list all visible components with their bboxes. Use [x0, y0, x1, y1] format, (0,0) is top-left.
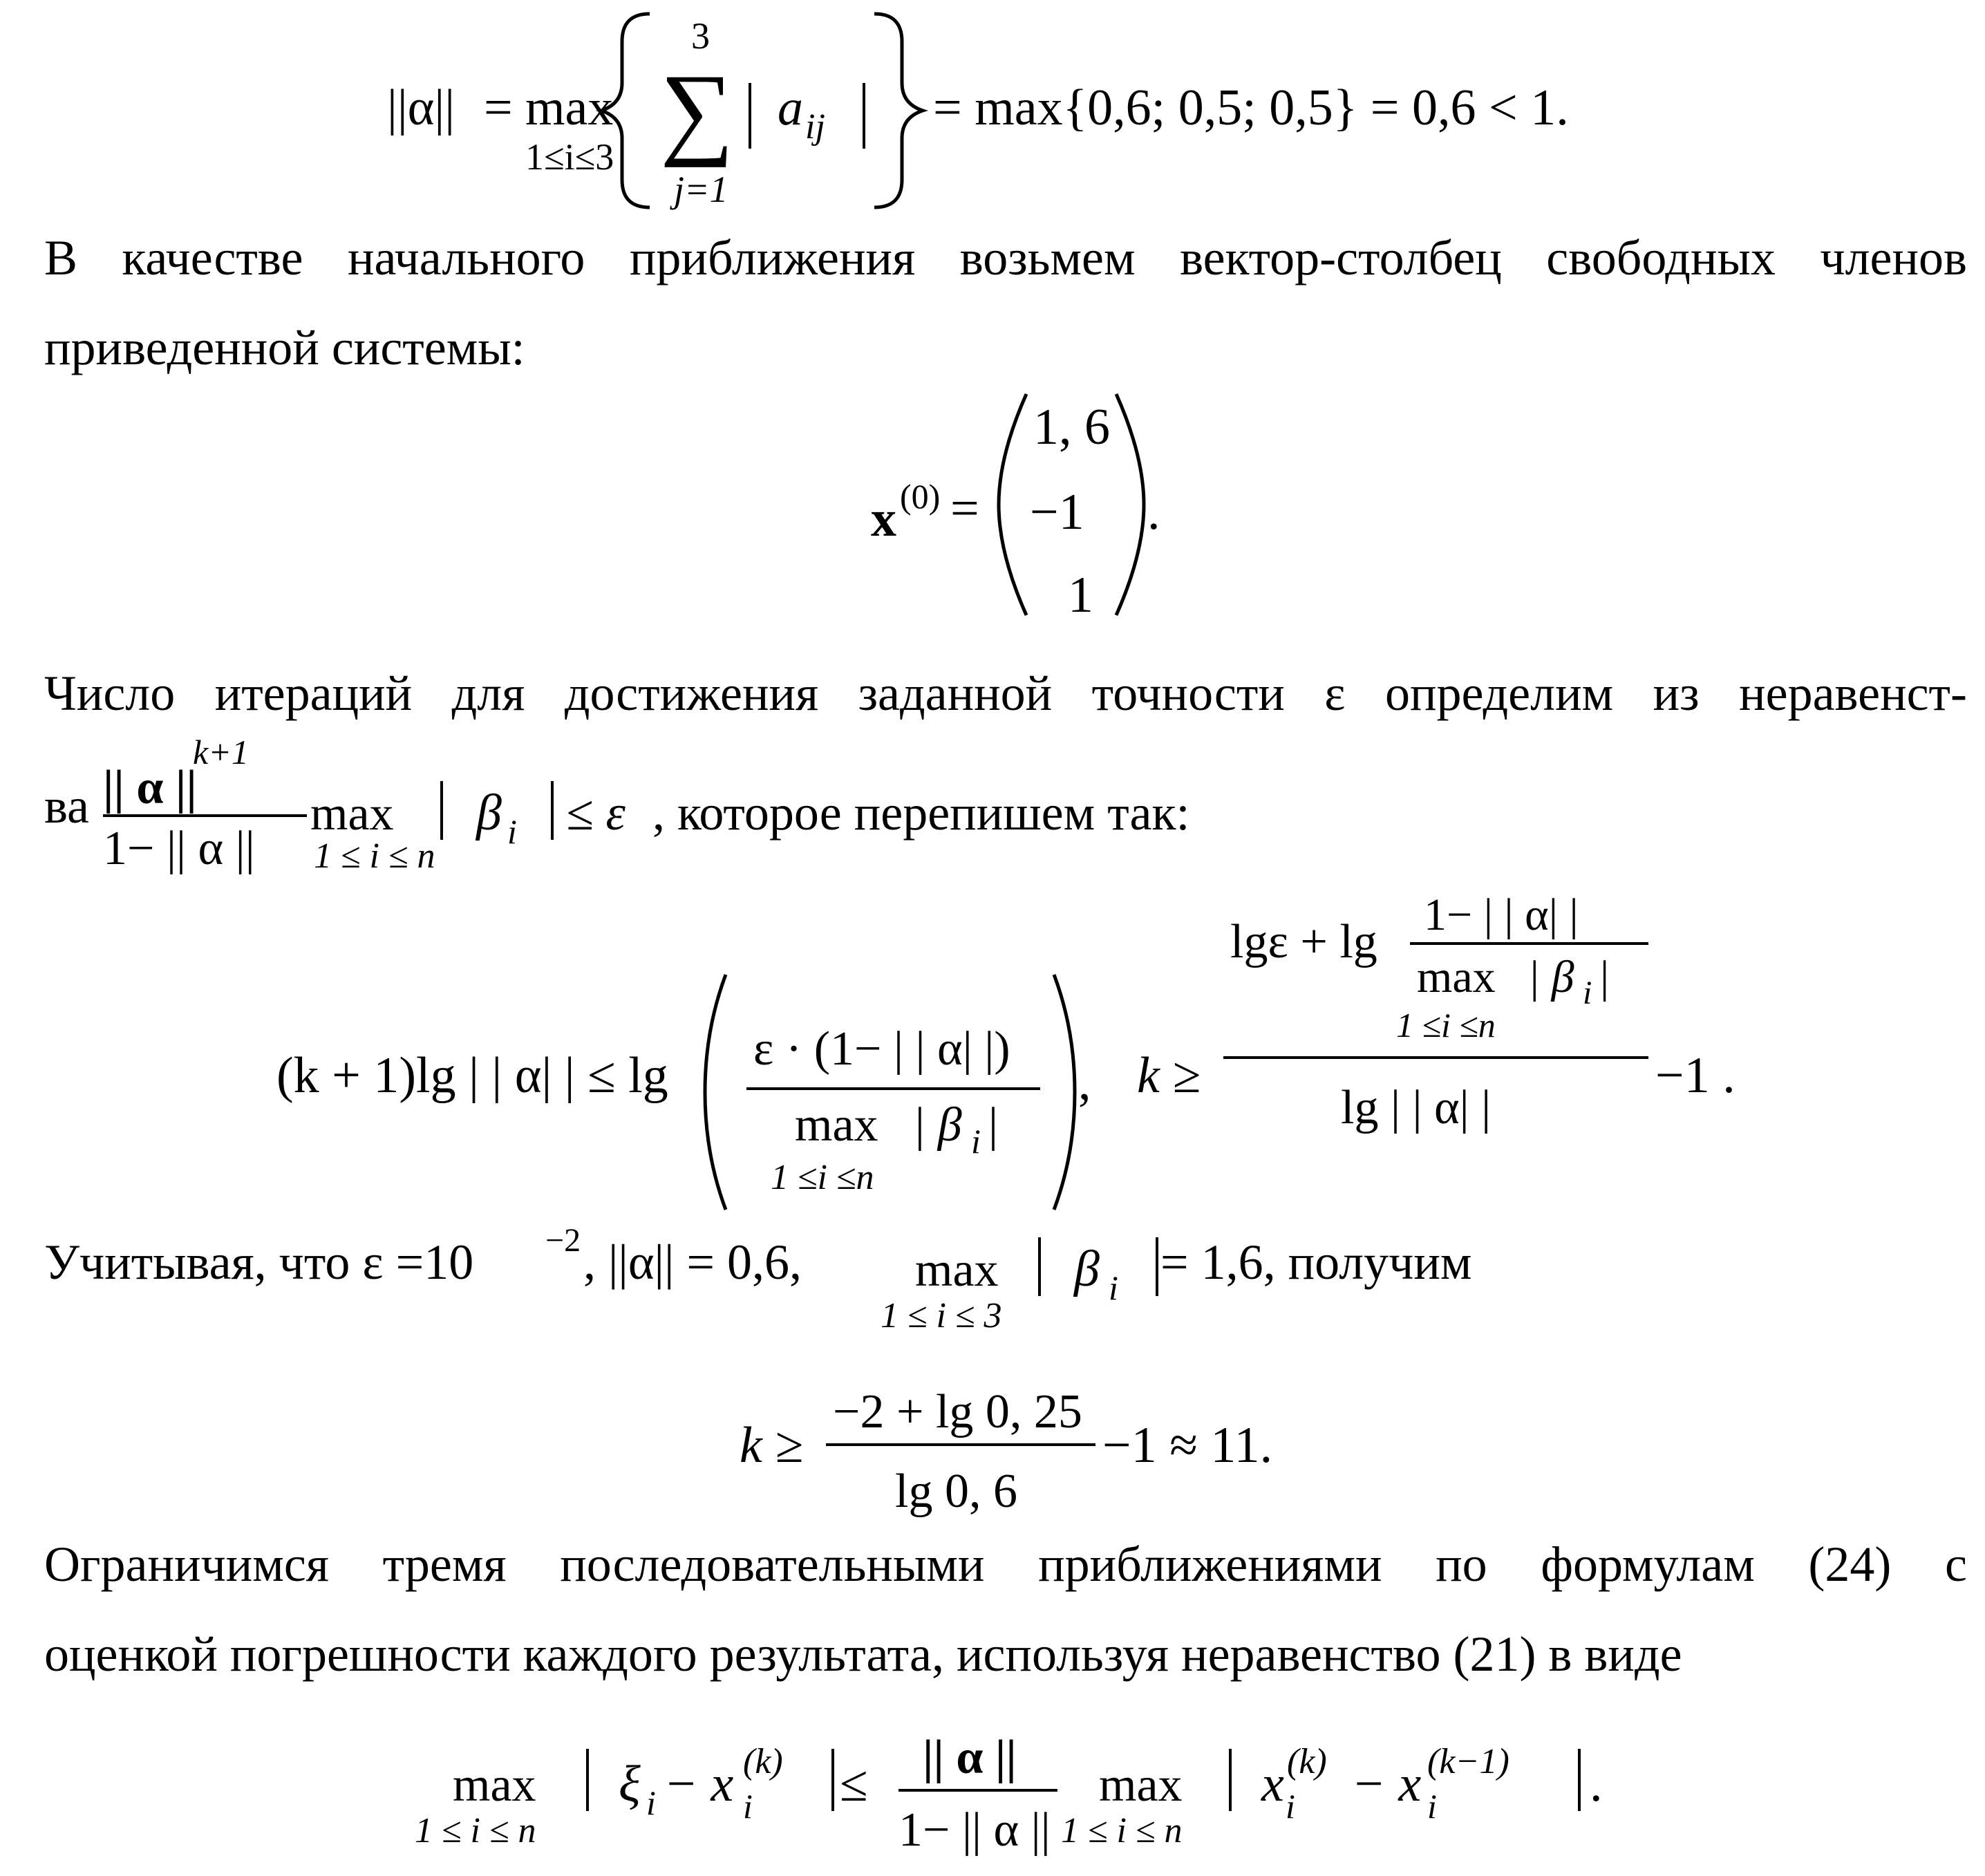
eq6-numerator: || α ||: [923, 1731, 1017, 1784]
vector-period: .: [1147, 484, 1160, 541]
equation-alpha-norm: [387, 0, 1700, 214]
inner-den-abs: | β: [912, 1098, 962, 1152]
beta: β: [476, 785, 502, 841]
eq4-tail: −1 .: [1655, 1047, 1735, 1104]
le-epsilon: ≤ ε: [566, 785, 625, 841]
vector-x: x: [871, 491, 896, 547]
eq6-x3-sup: (k−1): [1427, 1742, 1509, 1781]
vector-value-3: 1: [1068, 567, 1093, 622]
paren-right: [1116, 394, 1144, 615]
right-brace: [874, 14, 923, 207]
inner-den-max: max: [795, 1098, 878, 1152]
paren-left: [999, 394, 1026, 615]
equation-initial-vector-svg: [871, 387, 1182, 622]
sum-symbol: ∑: [660, 53, 734, 168]
para3-sup: −2: [545, 1222, 581, 1259]
equation-error-estimate: [415, 1714, 1659, 1864]
prefix-va: ва: [44, 778, 90, 834]
paragraph-2b: [44, 726, 1427, 885]
max-limit: 1≤i≤3: [525, 136, 614, 178]
eq4-comma: ,: [1078, 1054, 1091, 1111]
eq6-x2-sub: i: [1286, 1787, 1295, 1826]
k-ge: k ≥: [1137, 1047, 1201, 1104]
para3-suffix: = 1,6, получим: [1160, 1235, 1472, 1290]
para3-mid: , ||α|| = 0,6,: [583, 1235, 802, 1290]
eq6-minus2: − x: [1351, 1756, 1422, 1812]
vector-value-1: 1, 6: [1033, 399, 1110, 456]
term-subscript: ij: [805, 107, 825, 147]
small-den-end: |: [1600, 952, 1610, 1002]
paragraph-1: В качестве начального приближения возьмем вектор-столбец свободных членов: [44, 230, 1967, 285]
small-num: 1− | | α| |: [1424, 892, 1579, 940]
inner-den-end: |: [988, 1098, 999, 1152]
small-limit: 1 ≤i ≤n: [1396, 1006, 1496, 1044]
vector-value-2: −1: [1030, 484, 1084, 541]
para3-beta-sub: i: [1109, 1268, 1118, 1307]
sum-upper-limit: 3: [691, 15, 710, 57]
frac-numerator: || α ||: [103, 761, 197, 814]
eq6-max: max: [453, 1758, 536, 1812]
eq6-limit: 1 ≤ i ≤ n: [415, 1811, 536, 1850]
paragraph-3-svg: [44, 1217, 1703, 1341]
eq6-x-sup: (k): [743, 1742, 783, 1781]
para3-limit: 1 ≤ i ≤ 3: [881, 1296, 1002, 1335]
eq6-xi-sub: i: [646, 1783, 656, 1822]
eq6-x2-sup: (k): [1287, 1742, 1327, 1781]
equals-sign: =: [484, 79, 513, 136]
eq6-limit2: 1 ≤ i ≤ n: [1061, 1811, 1183, 1850]
equation-alpha-norm-svg: [387, 0, 1700, 214]
suffix-text: , которое перепишем так:: [652, 785, 1190, 841]
small-den-max: max: [1417, 952, 1496, 1002]
paragraph-2: Число итераций для достижения заданной точности ε определим из неравенст-: [44, 666, 1967, 721]
inner-limit: 1 ≤i ≤n: [771, 1158, 874, 1197]
eq6-end: .: [1590, 1756, 1603, 1812]
para3-beta: β: [1074, 1241, 1100, 1297]
paragraph-1b: приведенной системы:: [44, 320, 525, 375]
small-den-sub: i: [1583, 975, 1592, 1011]
paragraph-3: [44, 1217, 1703, 1341]
eq6-x3-sub: i: [1427, 1787, 1437, 1826]
max-operator: max: [525, 79, 614, 136]
sum-lower-limit: j=1: [674, 169, 728, 210]
frac-denominator: 1− || α ||: [103, 822, 255, 875]
big-den: lg | | α| |: [1341, 1081, 1492, 1134]
norm-alpha-text: ||α||: [387, 79, 455, 136]
para3-prefix: Учитывая, что ε =10: [44, 1235, 474, 1290]
para3-max: max: [915, 1244, 999, 1297]
equation-error-estimate-svg: [415, 1714, 1659, 1864]
eq6-x-sub: i: [743, 1787, 753, 1826]
eq6-xi: ξ: [619, 1756, 641, 1812]
term-a: a: [778, 79, 803, 136]
frac-numerator-sup: k+1: [193, 733, 249, 771]
eq6-denominator: 1− || α ||: [899, 1803, 1051, 1857]
small-den-abs: | β: [1527, 952, 1574, 1002]
eq4-left: (k + 1)lg | | α| | ≤ lg: [276, 1047, 668, 1104]
inner-den-sub: i: [971, 1122, 981, 1161]
eq6-x2: x: [1261, 1756, 1284, 1812]
inner-numerator: ε · (1− | | α| |): [753, 1022, 1010, 1076]
eq6-le: ≤: [840, 1756, 868, 1812]
eq1-result: = max{0,6; 0,5; 0,5} = 0,6 < 1.: [933, 79, 1569, 136]
vector-superscript: (0): [900, 477, 941, 516]
eq6-minus-x: − x: [664, 1756, 734, 1812]
eq5-k-ge: k ≥: [740, 1417, 803, 1474]
paragraph-4b: оценкой погрешности каждого результата, используя неравенство (21) в виде: [44, 1626, 1682, 1682]
eq6-max2: max: [1099, 1758, 1183, 1812]
max-limit-2: 1 ≤ i ≤ n: [314, 836, 435, 876]
beta-sub: i: [507, 812, 517, 851]
equation-initial-vector: [871, 387, 1182, 622]
max-operator-2: max: [310, 787, 394, 841]
paragraph-2b-svg: [44, 726, 1427, 885]
equation-k-estimate: [740, 1376, 1362, 1528]
big-num-a: lgε + lg: [1230, 915, 1377, 968]
equation-k-estimate-svg: [740, 1376, 1362, 1528]
eq5-numerator: −2 + lg 0, 25: [833, 1385, 1082, 1438]
equation-iterations: [276, 892, 1797, 1217]
eq5-denominator: lg 0, 6: [895, 1465, 1017, 1518]
vector-equals: =: [950, 480, 979, 537]
equation-iterations-svg: [276, 892, 1797, 1217]
big-paren-left: [705, 975, 726, 1210]
paragraph-4: Ограничимся тремя последовательными приближениями по формулам (24) с: [44, 1537, 1967, 1592]
big-paren-right: [1054, 975, 1075, 1210]
eq5-tail: −1 ≈ 11.: [1102, 1417, 1273, 1474]
